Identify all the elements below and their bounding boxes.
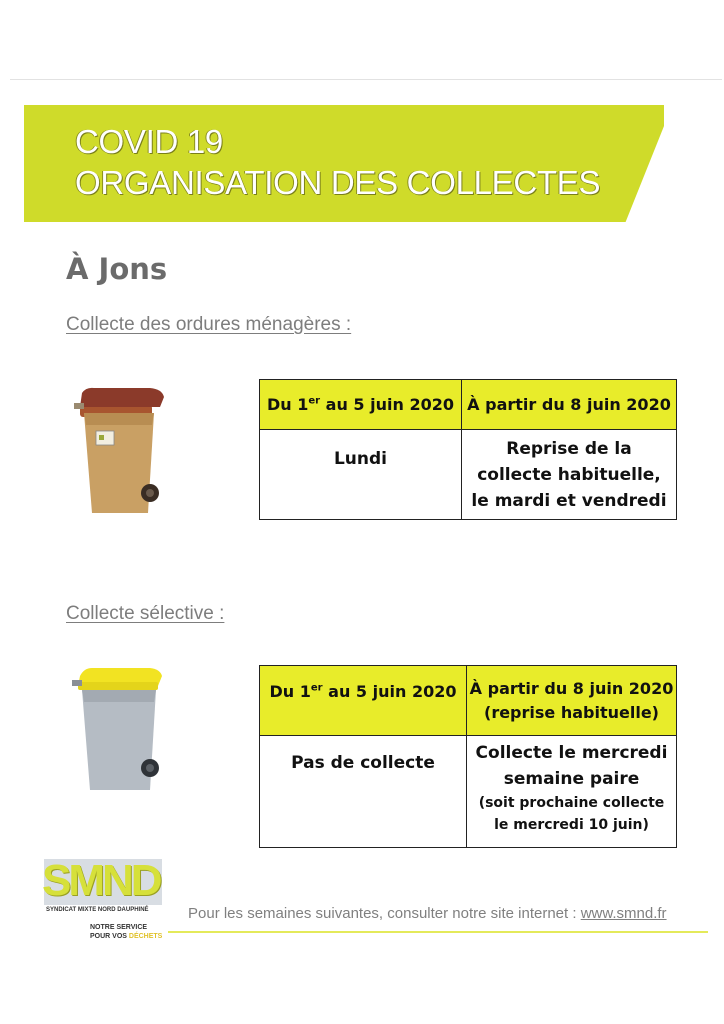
website-link[interactable]: www.smnd.fr (580, 905, 667, 922)
header-text: au 5 juin 2020 (322, 682, 457, 701)
smnd-logo (40, 855, 170, 955)
logo-letters-text: SMND (42, 856, 160, 905)
header-text: au 5 juin 2020 (320, 395, 454, 414)
grey-bin-image (70, 664, 170, 796)
logo-tag-2 (90, 932, 162, 941)
logo-tag-2-accent: DÉCHETS (128, 933, 163, 940)
logo-tagline (90, 923, 162, 941)
header-text: (reprise habituelle) (484, 702, 659, 722)
logo-tag-2-text: POUR VOS (90, 933, 127, 940)
table-header-row (260, 666, 677, 736)
header-cell-period-2 (462, 380, 677, 430)
cell-text: Pas de collecte (291, 753, 435, 773)
banner-line-1: COVID 19 (75, 123, 223, 160)
table-row (260, 430, 677, 520)
table-row (260, 736, 677, 848)
header-sup: er (308, 395, 321, 407)
cell-text: collecte habituelle, (477, 465, 661, 485)
header-cell-period-2 (467, 666, 677, 736)
header-sup: er (310, 682, 323, 694)
footer-underline (168, 931, 708, 933)
banner-line-2: ORGANISATION DES COLLECTES (75, 164, 601, 201)
place-heading: À Jons (66, 252, 168, 286)
section-title-menageres: Collecte des ordures ménagères : (66, 314, 352, 335)
cell-period-2 (467, 736, 677, 848)
cell-text: Reprise de la (506, 439, 632, 459)
logo-subtitle: SYNDICAT MIXTE NORD DAUPHINÉ (46, 907, 149, 913)
header-cell-period-1 (260, 380, 462, 430)
cell-period-2 (462, 430, 677, 520)
section-title-selective: Collecte sélective : (66, 603, 225, 624)
cell-text: semaine paire (503, 769, 640, 789)
logo-tag-1: NOTRE SERVICE (90, 924, 148, 931)
schedule-table-selective (259, 665, 677, 848)
table-header-row (260, 380, 677, 430)
top-divider (10, 79, 722, 80)
cell-note: (soit prochaine collecte (478, 795, 665, 811)
brown-bin-image (70, 385, 170, 520)
header-text: Du 1 (267, 395, 309, 414)
cell-period-1 (260, 736, 467, 848)
header-text: À partir du 8 juin 2020 (469, 678, 674, 698)
header-cell-period-1 (260, 666, 467, 736)
footer-label: Pour les semaines suivantes, consulter notre site internet : (188, 905, 581, 922)
schedule-table-menageres (259, 379, 677, 520)
cell-note: le mercredi 10 juin) (494, 817, 649, 833)
banner-title (75, 121, 600, 203)
cell-text: Lundi (333, 449, 388, 469)
header-text: À partir du 8 juin 2020 (467, 395, 671, 414)
header-text: Du 1 (269, 682, 311, 701)
cell-text: Collecte le mercredi (475, 743, 668, 763)
logo-letters (42, 857, 160, 905)
cell-text: le mardi et vendredi (471, 491, 667, 511)
footer-text (188, 905, 667, 922)
cell-period-1 (260, 430, 462, 520)
